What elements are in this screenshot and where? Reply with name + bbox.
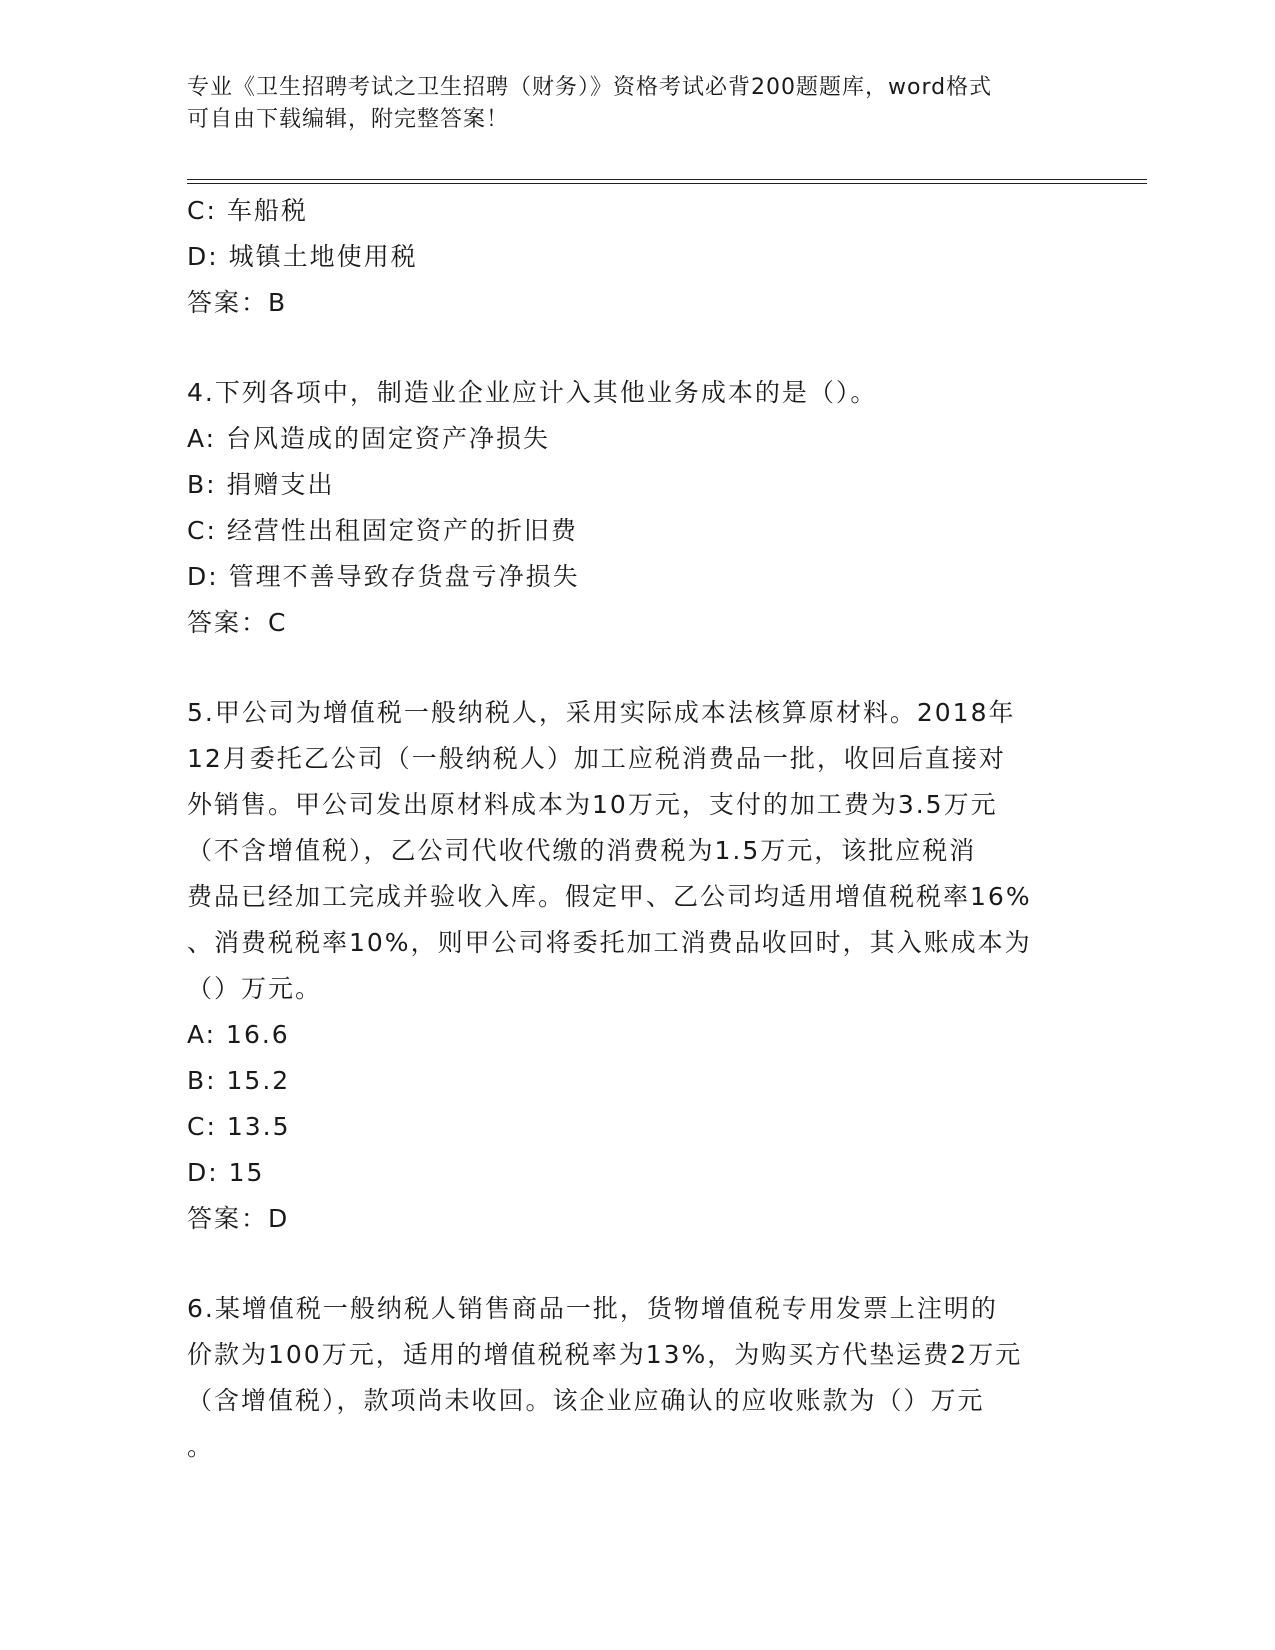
question-stem-line: 。: [187, 1432, 215, 1461]
answer: 答案：C: [187, 608, 288, 637]
question-4: [187, 370, 1087, 646]
option-a: A: 16.6: [187, 1020, 290, 1049]
question-stem-line: 外销售。甲公司发出原材料成本为10万元，支付的加工费为3.5万元: [187, 790, 998, 819]
question-stem: 4.下列各项中，制造业企业应计入其他业务成本的是（）。: [187, 378, 878, 407]
option-d: D: 15: [187, 1158, 265, 1187]
question-stem-line: 、消费税税率10%，则甲公司将委托加工消费品收回时，其入账成本为: [187, 928, 1032, 957]
header-line-2: 可自由下载编辑，附完整答案！: [187, 107, 510, 132]
answer: 答案：B: [187, 288, 288, 317]
option-b: B: 15.2: [187, 1066, 291, 1095]
option-a: A: 台风造成的固定资产净损失: [187, 424, 551, 453]
header-line-1: 专业《卫生招聘考试之卫生招聘（财务）》资格考试必背200题题库，word格式: [187, 75, 993, 100]
question-5: [187, 690, 1087, 1242]
question-stem-line: （）万元。: [187, 974, 323, 1003]
question-stem-line: 6.某增值税一般纳税人销售商品一批，货物增值税专用发票上注明的: [187, 1294, 998, 1323]
option-d: D: 城镇土地使用税: [187, 242, 418, 271]
option-b: B: 捐赠支出: [187, 470, 335, 499]
question-stem-line: （不含增值税），乙公司代收代缴的消费税为1.5万元，该批应税消: [187, 836, 977, 865]
document-header: [187, 72, 1087, 136]
option-c: C: 经营性出租固定资产的折旧费: [187, 516, 578, 545]
question-3: [187, 188, 1087, 326]
option-c: C: 车船税: [187, 196, 308, 225]
document-body: [187, 188, 1087, 1470]
option-c: C: 13.5: [187, 1112, 291, 1141]
question-stem-line: （含增值税），款项尚未收回。该企业应确认的应收账款为（）万元: [187, 1386, 985, 1415]
question-stem-line: 5.甲公司为增值税一般纳税人，采用实际成本法核算原材料。2018年: [187, 698, 1016, 727]
question-stem-line: 价款为100万元，适用的增值税税率为13%，为购买方代垫运费2万元: [187, 1340, 1023, 1369]
option-d: D: 管理不善导致存货盘亏净损失: [187, 562, 580, 591]
header-rule-top: [187, 179, 1147, 180]
question-6: [187, 1286, 1087, 1470]
header-rule-bottom: [187, 183, 1147, 184]
answer: 答案：D: [187, 1204, 290, 1233]
question-stem-line: 费品已经加工完成并验收入库。假定甲、乙公司均适用增值税税率16%: [187, 882, 1032, 911]
question-stem-line: 12月委托乙公司（一般纳税人）加工应税消费品一批，收回后直接对: [187, 744, 1006, 773]
